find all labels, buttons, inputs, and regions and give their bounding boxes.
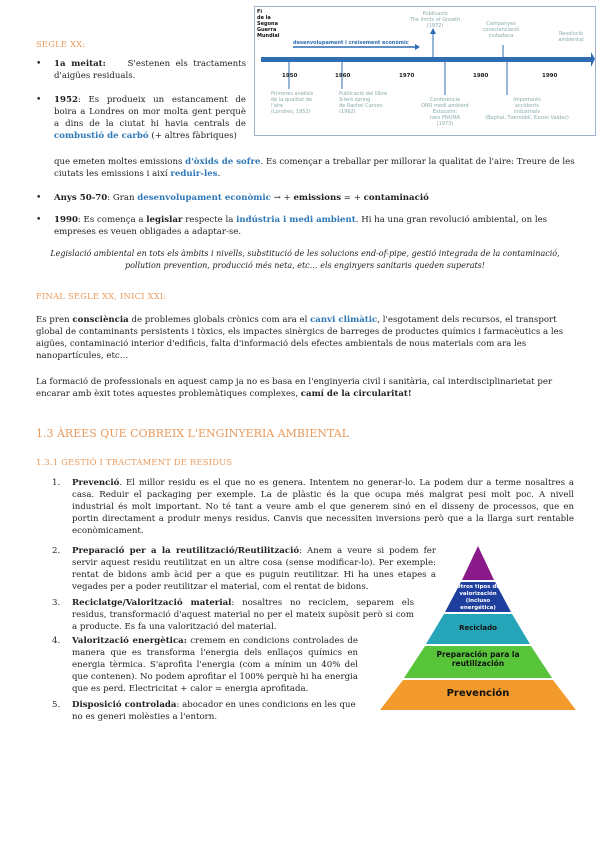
timeline-axis: [261, 57, 591, 62]
bullet-anys-50-70: Anys 50-70: Gran desenvolupament econòmic → + emissions = + contaminació: [54, 193, 429, 203]
section-heading-s21: FINAL SEGLE XX, INICI XXI:: [36, 291, 167, 301]
year-1990: 1990: [542, 73, 558, 79]
bullet-1990: 1990: Es comença a legislar respecte la indústria i medi ambient. Hi ha una gran revolució ambiental, on les empreses es veuen obligades a adaptar-se.: [54, 215, 548, 237]
paragraph-consciencia: Es pren consciència de problemes globals crònics com ara el canvi climàtic, l'esgotament dels recursos, el transport global de contaminants persistents i tòxics, els impactes sinèrgics de barreges de productes químics i farmacèutics a les aigües, contaminació interior d'edificis, falta d'informació dels efectes ambientals de nous materials com ara les nanopartícules, etc…: [36, 315, 564, 361]
pyramid-label-other: Otros tipos de valorización (incluso energética): [455, 584, 501, 611]
year-1960: 1960: [335, 73, 351, 79]
year-1970: 1970: [399, 73, 415, 79]
timeline-figure: [254, 6, 596, 136]
item-number: 4.: [52, 636, 61, 646]
event-silent-spring: Publicació del llibre Silent spring de Rachel Carson (1962): [339, 91, 388, 115]
bullet-1952: 1952: Es produeix un estancament de boira a Londres on mor molta gent perquè a dins de la ciutat hi havia centrals de combustió de carbó (+ altres fàbriques): [54, 95, 246, 141]
item-valoritzacio-energetica: Valorització energètica: cremem en condicions controlades de manera que es transforma l'energia dels enllaços químics en energia tèrmica. S'aprofita l'energia (com a mínim un 40% del que contenen). No podem aprofitar el 100% perquè hi ha energia que es perd. Electricitat + calor = energia aprofitada.: [72, 636, 358, 694]
section-heading-s20: SEGLE XX:: [36, 39, 86, 49]
paragraph-formacio: La formació de professionals en aquest camp ja no es basa en l'enginyeria civil i sanitària, cal interdisciplinarietat per encarar amb èxit totes aquestes problemàtiques complexes, camí de la circularitat!: [36, 377, 553, 399]
item-disposicio: Disposició controlada: abocador en unes condicions en les que no es generi molèsties a l'entorn.: [72, 700, 356, 722]
pyramid-label-recycling: Reciclado: [459, 624, 497, 632]
pyramid-label-prevention: Prevención: [446, 688, 510, 699]
bullet-icon: •: [36, 193, 42, 203]
event-revolution: Revolució ambiental: [558, 31, 584, 43]
item-number: 3.: [52, 598, 61, 608]
bullet-icon: •: [36, 95, 42, 105]
bullet-1a-meitat: 1a meitat: S'estenen els tractaments d'aigües residuals.: [54, 59, 247, 81]
event-industrial-accidents: Importants accidents industrials (Bophal, Txernòbil, Exxon Valdez): [485, 97, 569, 121]
timeline-left-label: Fi de la Segona Guerra Mundial: [257, 9, 280, 39]
item-number: 2.: [52, 546, 61, 556]
year-1950: 1950: [282, 73, 298, 79]
pyramid-label-reuse: Preparación para la reutilización: [436, 650, 520, 668]
item-number: 1.: [52, 478, 61, 488]
item-number: 5.: [52, 700, 61, 710]
pyramid-level-top: [462, 546, 494, 580]
year-1980: 1980: [473, 73, 489, 79]
event-campaigns: Campanyes conscienciació ciutadana: [482, 21, 520, 39]
italic-note: Legislació ambiental en tots els àmbits i nivells, substitució de les solucions end-of-pipe, gestió integrada de la contaminació, pollution prevention, producció més neta, etc… els enginyers sanitaris queden superats!: [50, 249, 560, 270]
event-stockholm: Conferència ONU medi ambient Estocolm: neix PNUMA (1973): [421, 97, 469, 127]
section-heading-1-3: 1.3 ÀREES QUE COBREIX L'ENGINYERIA AMBIENTAL: [36, 427, 350, 440]
item-reciclatge: Reciclatge/Valorització material: nosaltres no reciclem, separem els residus, transformació d'aquest material no per el mateix supòsit però si com a producte. Es fa una valorització del material.: [72, 598, 414, 632]
item-reutilitzacio: Preparació per a la reutilització/Reutilització: Anem a veure si podem fer servir aquest residu reutilitzat en un altre cosa (sense modificar-lo). Per exemple: rentat de bidons amb àcid per a que es puguin reutilitzar. Hi ha unes etapes a vegades per a poder reutilitzar el material, com el rentat de bidons.: [72, 546, 436, 592]
bullet-1952-cont: que emeten moltes emissions d'òxids de sofre. Es començar a treballar per millorar la qualitat de l'aire: Treure de les ciutats les emissions i així reduir-les.: [54, 157, 575, 179]
event-london-1952: Primeres anàlisis de la qualitat de l'aire (Londres, 1952): [271, 91, 314, 115]
bullet-icon: •: [36, 59, 42, 69]
item-prevencio: Prevenció. El millor residu es el que no es genera. Intentem no generar-lo. La podem dur a terme nosaltres a casa. Reduir el packaging per exemple. La de plàstic és la que ocupa més malgrat pesi molt poc. A nivell industrial és molt important. No té tant a veure amb el que generem sinó en el disseny de processos, que en portin directament a produir menys residus. Canvis que necessiten inversions però que a la llarga surt rentable econòmicament.: [72, 478, 574, 536]
subsection-heading-1-3-1: 1.3.1 GESTIÓ I TRACTAMENT DE RESIDUS: [36, 457, 233, 467]
timeline-band-label: desenvolupament i creixement econòmic: [293, 40, 409, 46]
event-limits-growth: Publicació The limits of Growth (1972): [409, 11, 461, 29]
bullet-icon: •: [36, 215, 42, 225]
